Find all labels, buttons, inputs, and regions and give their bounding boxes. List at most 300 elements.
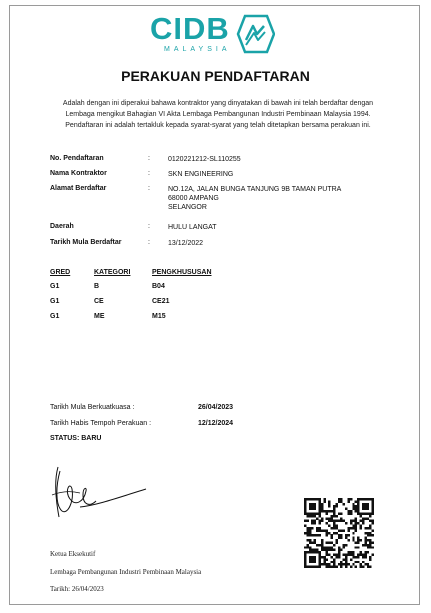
logo-subtext: MALAYSIA [164, 46, 231, 53]
qr-module [340, 517, 342, 519]
berkuatkuasa-label: Tarikh Mula Berkuatkuasa : [50, 404, 135, 411]
qr-module [367, 566, 369, 568]
qr-module [314, 505, 316, 507]
qr-module [318, 520, 320, 522]
qr-module [304, 505, 306, 507]
qr-module [347, 539, 349, 541]
qr-module [306, 515, 308, 517]
qr-module [321, 529, 323, 531]
qr-module [318, 534, 320, 536]
qr-module [311, 561, 313, 563]
intro-line: Lembaga mengikut Bahagian VI Akta Lembaga Pembangunan Industri Pembinaan Malaysia 1994. [65, 111, 371, 118]
qr-module [355, 505, 357, 507]
qr-module [318, 554, 320, 556]
qr-module [367, 508, 369, 510]
qr-module [350, 512, 352, 514]
qr-module [369, 556, 371, 558]
qr-module [364, 517, 366, 519]
grade-cell: CE [94, 298, 104, 305]
qr-module [316, 512, 318, 514]
qr-module [367, 527, 369, 529]
qr-module [355, 546, 357, 548]
qr-module [314, 508, 316, 510]
qr-module [347, 512, 349, 514]
grade-cell: B [94, 283, 100, 290]
qr-module [372, 498, 374, 500]
qr-module [338, 556, 340, 558]
qr-module [306, 551, 308, 553]
qr-module [340, 534, 342, 536]
qr-module [331, 537, 333, 539]
qr-module [321, 556, 323, 558]
qr-module [350, 498, 352, 500]
qr-module [311, 505, 313, 507]
qr-module [316, 517, 318, 519]
qr-module [309, 508, 311, 510]
qr-module [314, 512, 316, 514]
qr-module [326, 529, 328, 531]
qr-module [333, 527, 335, 529]
qr-module [367, 532, 369, 534]
qr-module [350, 522, 352, 524]
qr-module [362, 520, 364, 522]
qr-module [311, 566, 313, 568]
qr-module [333, 520, 335, 522]
qr-module [314, 558, 316, 560]
qr-module [364, 563, 366, 565]
qr-module [362, 517, 364, 519]
qr-module [355, 517, 357, 519]
qr-module [316, 549, 318, 551]
qr-module [372, 554, 374, 556]
qr-module [372, 534, 374, 536]
qr-module [357, 546, 359, 548]
qr-module [369, 558, 371, 560]
qr-module [335, 515, 337, 517]
qr-module [340, 537, 342, 539]
qr-module [362, 508, 364, 510]
qr-module [347, 527, 349, 529]
qr-module [355, 561, 357, 563]
qr-module [304, 510, 306, 512]
qr-module [345, 566, 347, 568]
qr-module [357, 561, 359, 563]
cidb-emblem-icon [235, 14, 275, 54]
qr-module [367, 512, 369, 514]
grade-header-gred: GRED [50, 269, 71, 276]
qr-module [326, 563, 328, 565]
qr-module [345, 561, 347, 563]
qr-module [357, 500, 359, 502]
qr-module [364, 503, 366, 505]
qr-module [333, 558, 335, 560]
qr-module [340, 498, 342, 500]
qr-module [318, 529, 320, 531]
grade-cell: G1 [50, 298, 60, 305]
qr-module [357, 503, 359, 505]
qr-module [331, 561, 333, 563]
qr-module [364, 554, 366, 556]
qr-module [309, 534, 311, 536]
status-text: STATUS: BARU [50, 435, 102, 442]
qr-module [331, 566, 333, 568]
qr-module [347, 498, 349, 500]
qr-module [343, 529, 345, 531]
qr-module [311, 549, 313, 551]
qr-module [340, 563, 342, 565]
separator: : [148, 239, 150, 246]
qr-module [335, 503, 337, 505]
qr-module [328, 554, 330, 556]
qr-module [309, 539, 311, 541]
qr-module [309, 515, 311, 517]
qr-module [321, 505, 323, 507]
qr-module [326, 551, 328, 553]
qr-module [338, 520, 340, 522]
qr-module [367, 498, 369, 500]
qr-module [367, 539, 369, 541]
qr-module [372, 541, 374, 543]
qr-module [360, 527, 362, 529]
qr-module [306, 498, 308, 500]
qr-module [311, 512, 313, 514]
qr-module [331, 549, 333, 551]
qr-module [333, 515, 335, 517]
alamat-line: 68000 AMPANG [168, 195, 219, 202]
qr-module [309, 503, 311, 505]
logo-text: CIDB [150, 11, 230, 46]
grade-cell: G1 [50, 313, 60, 320]
qr-module [328, 563, 330, 565]
qr-module [321, 510, 323, 512]
qr-module [304, 546, 306, 548]
qr-module [347, 551, 349, 553]
qr-module [309, 498, 311, 500]
qr-module [350, 566, 352, 568]
qr-module [357, 505, 359, 507]
qr-module [338, 500, 340, 502]
no-pendaftaran-label: No. Pendaftaran [50, 155, 104, 162]
qr-module [335, 520, 337, 522]
qr-module [360, 512, 362, 514]
qr-module [318, 498, 320, 500]
qr-module [338, 551, 340, 553]
qr-module [338, 534, 340, 536]
qr-module [333, 508, 335, 510]
daerah-label: Daerah [50, 223, 74, 230]
qr-module [352, 551, 354, 553]
qr-module [328, 532, 330, 534]
qr-module [364, 539, 366, 541]
qr-module [345, 508, 347, 510]
qr-module [316, 498, 318, 500]
qr-module [345, 537, 347, 539]
qr-module [372, 546, 374, 548]
qr-module [372, 520, 374, 522]
qr-module [314, 534, 316, 536]
qr-module [333, 510, 335, 512]
qr-module [347, 529, 349, 531]
qr-module [362, 544, 364, 546]
qr-module [321, 544, 323, 546]
qr-module [304, 498, 306, 500]
cidb-logo [10, 6, 421, 61]
qr-module [367, 534, 369, 536]
qr-module [350, 510, 352, 512]
intro-line: Pendaftaran ini adalah tertakluk kepada syarat-syarat yang telah ditetapkan bersama perakuan ini. [65, 122, 371, 129]
tarikh-mula-berdaftar-label: Tarikh Mula Berdaftar [50, 239, 122, 246]
qr-module [311, 522, 313, 524]
grade-header-pengkhususan: PENGKHUSUSAN [152, 269, 212, 276]
qr-module [309, 512, 311, 514]
qr-module [338, 546, 340, 548]
tarikh-mula-berdaftar-value: 13/12/2022 [168, 240, 204, 247]
qr-module [304, 520, 306, 522]
qr-module [362, 503, 364, 505]
alamat-line: SELANGOR [168, 204, 207, 211]
qr-module [331, 534, 333, 536]
qr-module [367, 546, 369, 548]
qr-module [309, 561, 311, 563]
qr-module [340, 529, 342, 531]
qr-module [338, 554, 340, 556]
qr-module [369, 512, 371, 514]
qr-module [352, 554, 354, 556]
qr-module [343, 503, 345, 505]
qr-module [333, 512, 335, 514]
qr-module [333, 563, 335, 565]
intro-line: Adalah dengan ini diperakui bahawa kontraktor yang dinyatakan di bawah ini telah berdaftar dengan [62, 100, 374, 107]
qr-module [306, 532, 308, 534]
qr-module [311, 551, 313, 553]
qr-module [357, 537, 359, 539]
qr-module [364, 532, 366, 534]
qr-module [328, 517, 330, 519]
qr-module [343, 544, 345, 546]
qr-module [350, 558, 352, 560]
no-pendaftaran-value: 0120221212-SL110255 [168, 156, 241, 163]
qr-module [364, 556, 366, 558]
qr-module [311, 541, 313, 543]
qr-module [306, 512, 308, 514]
qr-module [364, 551, 366, 553]
qr-module [362, 561, 364, 563]
qr-module [338, 529, 340, 531]
qr-module [364, 527, 366, 529]
qr-module [331, 520, 333, 522]
grade-cell: ME [94, 313, 105, 320]
grade-cell: M15 [152, 313, 166, 320]
qr-module [314, 566, 316, 568]
qr-module [304, 532, 306, 534]
signature-date: Tarikh: 26/04/2023 [50, 585, 104, 593]
qr-module [316, 527, 318, 529]
qr-module [309, 558, 311, 560]
qr-module [369, 527, 371, 529]
qr-module [333, 566, 335, 568]
separator: : [148, 223, 150, 230]
qr-module [306, 546, 308, 548]
qr-module [311, 534, 313, 536]
qr-module [311, 520, 313, 522]
qr-module [311, 556, 313, 558]
qr-module [343, 546, 345, 548]
qr-module [364, 541, 366, 543]
qr-module [360, 554, 362, 556]
qr-module [367, 563, 369, 565]
qr-module [321, 520, 323, 522]
qr-module [318, 561, 320, 563]
qr-module [345, 556, 347, 558]
qr-module [331, 546, 333, 548]
qr-module [364, 544, 366, 546]
qr-module [362, 554, 364, 556]
qr-module [355, 566, 357, 568]
qr-module [321, 563, 323, 565]
qr-module [345, 563, 347, 565]
qr-module [360, 566, 362, 568]
qr-module [367, 505, 369, 507]
qr-module [369, 541, 371, 543]
qr-module [362, 498, 364, 500]
qr-module [340, 520, 342, 522]
qr-module [362, 566, 364, 568]
habis-tempoh-label: Tarikh Habis Tempoh Perakuan : [50, 420, 152, 427]
qr-module [360, 520, 362, 522]
qr-module [357, 510, 359, 512]
qr-module [309, 529, 311, 531]
qr-module [326, 546, 328, 548]
nama-kontraktor-label: Nama Kontraktor [50, 170, 107, 177]
separator: : [148, 170, 150, 177]
qr-module [314, 539, 316, 541]
qr-module [357, 541, 359, 543]
qr-module [314, 498, 316, 500]
qr-module [345, 554, 347, 556]
qr-module [331, 541, 333, 543]
qr-module [333, 554, 335, 556]
qr-module [304, 551, 306, 553]
qr-module [335, 554, 337, 556]
separator: : [148, 185, 150, 192]
qr-module [350, 551, 352, 553]
qr-module [369, 532, 371, 534]
qr-module [340, 512, 342, 514]
qr-module [343, 554, 345, 556]
qr-module [369, 520, 371, 522]
qr-module [318, 510, 320, 512]
qr-module [328, 566, 330, 568]
qr-module [350, 527, 352, 529]
qr-module [326, 532, 328, 534]
qr-module [335, 556, 337, 558]
nama-kontraktor-value: SKN ENGINEERING [168, 171, 234, 178]
qr-module [355, 556, 357, 558]
qr-module [369, 525, 371, 527]
qr-module [316, 534, 318, 536]
signatory-title: Ketua Eksekutif [50, 550, 96, 558]
qr-module [326, 566, 328, 568]
qr-module [367, 517, 369, 519]
qr-module [311, 527, 313, 529]
qr-module [309, 546, 311, 548]
qr-module [314, 520, 316, 522]
qr-module [372, 505, 374, 507]
certificate-title: PERAKUAN PENDAFTARAN [121, 68, 310, 84]
qr-module [372, 500, 374, 502]
qr-module [352, 527, 354, 529]
daerah-value: HULU LANGAT [168, 224, 217, 231]
qr-module [333, 549, 335, 551]
qr-module [343, 563, 345, 565]
qr-module [357, 556, 359, 558]
qr-module [357, 554, 359, 556]
qr-module [309, 505, 311, 507]
qr-module [360, 498, 362, 500]
alamat-line: NO.12A, JALAN BUNGA TANJUNG 9B TAMAN PUTRA [168, 186, 342, 193]
intro-paragraph [32, 98, 404, 131]
qr-module [335, 527, 337, 529]
alamat-value [168, 185, 341, 212]
qr-module [364, 537, 366, 539]
qr-module [323, 563, 325, 565]
qr-module [372, 512, 374, 514]
qr-module [326, 541, 328, 543]
qr-module [360, 515, 362, 517]
qr-module [318, 566, 320, 568]
qr-module [355, 508, 357, 510]
qr-module [340, 500, 342, 502]
qr-module [352, 537, 354, 539]
qr-module [369, 515, 371, 517]
qr-module [306, 527, 308, 529]
qr-module [316, 529, 318, 531]
habis-tempoh-value: 12/12/2024 [198, 420, 234, 427]
qr-module [369, 534, 371, 536]
qr-module [357, 539, 359, 541]
qr-module [355, 520, 357, 522]
qr-module [352, 505, 354, 507]
qr-module [345, 522, 347, 524]
qr-module [352, 525, 354, 527]
qr-module [367, 551, 369, 553]
qr-module [372, 510, 374, 512]
grade-cell: CE21 [152, 298, 170, 305]
qr-module [328, 525, 330, 527]
qr-module [314, 503, 316, 505]
qr-module [369, 498, 371, 500]
qr-module [304, 500, 306, 502]
qr-module [314, 561, 316, 563]
qr-module [357, 522, 359, 524]
qr-module [345, 544, 347, 546]
certificate-page [9, 5, 420, 605]
qr-module [326, 512, 328, 514]
qr-module [326, 534, 328, 536]
qr-module [352, 508, 354, 510]
qr-module [323, 500, 325, 502]
qr-module [352, 563, 354, 565]
qr-module [338, 563, 340, 565]
qr-module [331, 527, 333, 529]
qr-module [326, 554, 328, 556]
qr-module [369, 546, 371, 548]
qr-module [364, 512, 366, 514]
qr-module [326, 517, 328, 519]
qr-module [345, 558, 347, 560]
qr-module [318, 556, 320, 558]
qr-module [318, 551, 320, 553]
